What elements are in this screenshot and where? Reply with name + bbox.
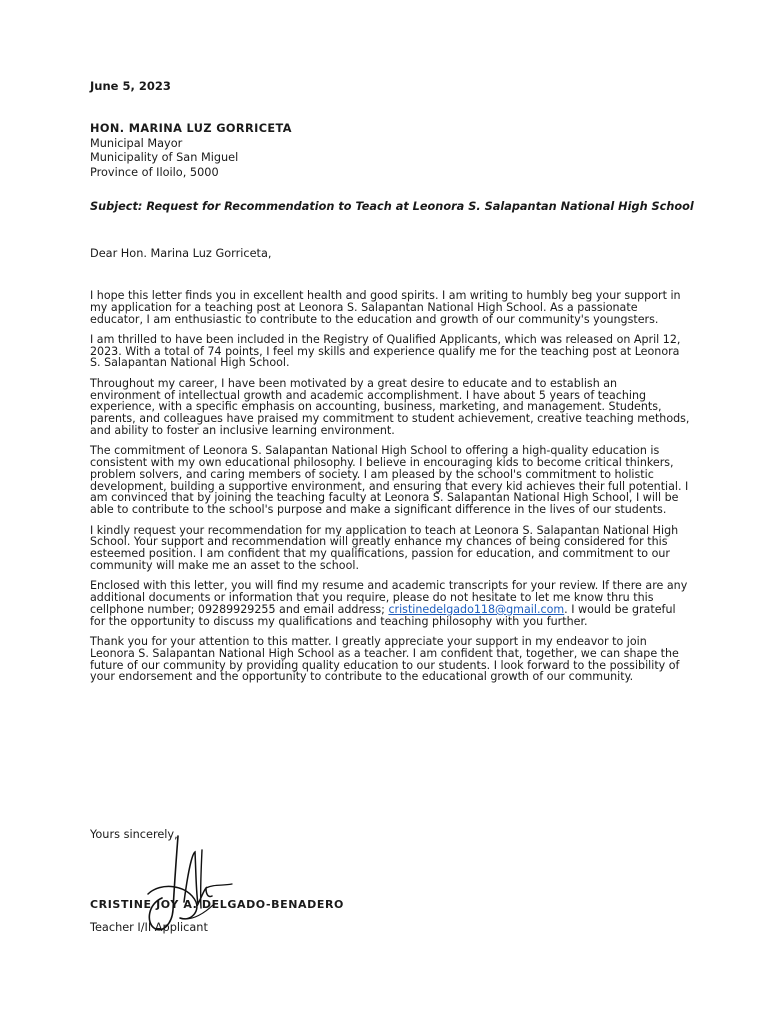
- recipient-name: HON. MARINA LUZ GORRICETA: [90, 122, 292, 135]
- body-paragraph-request: I kindly request your recommendation for my application to teach at Leonora S. Salapantan National High School. Your support and recommendation will greatly enhance my chances of being considered for this esteemed position. I am confident that my qualifications, passion for education, and commitment to our community will make me an asset to the school.: [90, 523, 679, 572]
- closing: Yours sincerely,: [90, 828, 178, 841]
- enclosed-text-before: Enclosed with this letter, you will find my resume and academic transcripts for your review. If there are any additional documents or information that you require, please do not hesitate to let me know thru this cellphone number; 09289929255 and email address;: [90, 579, 688, 616]
- enclosed-text-after: . I would be grateful for the opportunity to discuss my qualifications and teaching philosophy with you further.: [90, 602, 676, 628]
- body-paragraph-registry: I am thrilled to have been included in the Registry of Qualified Applicants, which was released on April 12, 2023. With a total of 74 points, I feel my skills and experience qualify me for the teaching post at Leonora S. Salapantan National High School.: [90, 332, 681, 370]
- letter-date: June 5, 2023: [90, 79, 171, 93]
- salutation: Dear Hon. Marina Luz Gorriceta,: [90, 247, 272, 260]
- body-paragraph-enclosed: [90, 580, 690, 627]
- recipient-municipality: Municipality of San Miguel: [90, 151, 239, 165]
- letter-subject: Subject: Request for Recommendation to Teach at Leonora S. Salapantan National High School: [90, 200, 694, 213]
- recipient-position: Municipal Mayor: [90, 136, 183, 150]
- body-paragraph-philosophy: The commitment of Leonora S. Salapantan National High School to offering a high-quality education is consistent with my own educational philosophy. I believe in encouraging kids to become critical thinkers, problem solvers, and caring members of society. I am pleased by the school's commitment to holistic development, building a supportive environment, and ensuring that every kid achieves their full potential. I am convinced that by joining the teaching faculty at Leonora S. Salapantan National High School, I will be able to contribute to the school's purpose and make a significant difference in the lives of our students.: [90, 444, 689, 517]
- recipient-province: Province of Iloilo, 5000: [90, 165, 219, 179]
- signer-title: Teacher I/II Applicant: [90, 921, 208, 934]
- email-link[interactable]: cristinedelgado118@gmail.com: [388, 602, 565, 616]
- body-paragraph-thanks: Thank you for your attention to this matter. I greatly appreciate your support in my endeavor to join Leonora S. Salapantan National High School as a teacher. I am confident that, together, we can shape the future of our community by providing quality education to our students. I look forward to the possibility of your endorsement and the opportunity to contribute to the educational growth of our community.: [90, 634, 680, 684]
- signer-name: CRISTINE JOY A. DELGADO-BENADERO: [90, 898, 345, 911]
- letter-body: [90, 290, 690, 692]
- recipient-block: [90, 122, 292, 180]
- body-paragraph-career: Throughout my career, I have been motivated by a great desire to educate and to establish an environment of intellectual growth and academic accomplishment. I have about 5 years of teaching experience, with a specific emphasis on accounting, business, marketing, and management. Students, parents, and colleagues have praised my commitment to student achievement, creative teaching methods, and ability to foster an inclusive learning environment.: [90, 376, 690, 437]
- body-paragraph-intro: I hope this letter finds you in excellent health and good spirits. I am writing to humbly beg your support in my application for a teaching post at Leonora S. Salapantan National High School. As a passionate educator, I am enthusiastic to contribute to the education and growth of our community's youngsters.: [90, 289, 681, 326]
